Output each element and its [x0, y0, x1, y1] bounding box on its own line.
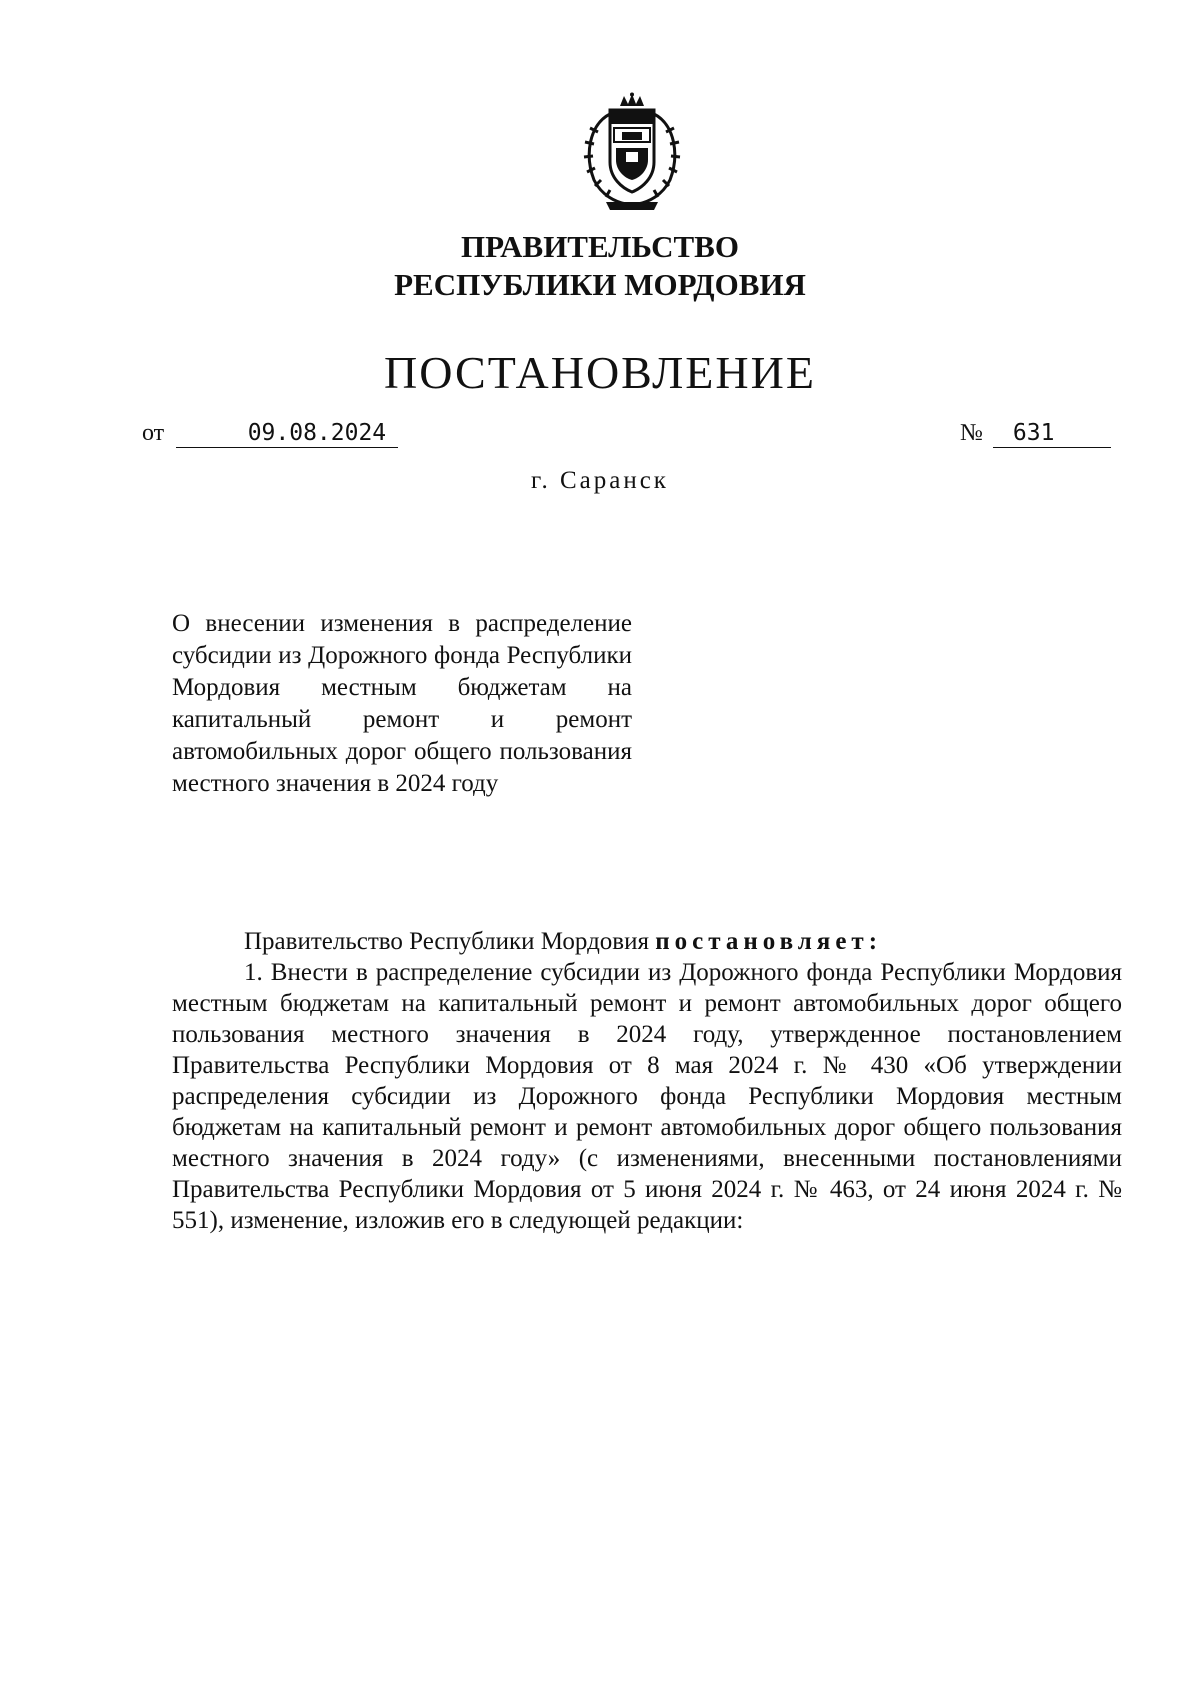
- number-field: [960, 420, 1111, 448]
- date-value: 09.08.2024: [176, 422, 398, 448]
- document-body: [172, 926, 1122, 1236]
- government-name-line-1: ПРАВИТЕЛЬСТВО: [461, 229, 739, 264]
- coat-of-arms-emblem: [580, 92, 684, 212]
- number-prefix: №: [960, 420, 983, 446]
- government-name-line-2: РЕСПУБЛИКИ МОРДОВИЯ: [394, 267, 806, 302]
- preamble-paragraph: [172, 926, 1122, 957]
- item-1-paragraph: 1. Внести в распределение субсидии из Дорожного фонда Республики Мордовия местным бюджетам на капитальный ремонт и ремонт автомобильных дорог общего пользования местного значения в 2024 году, утвержденное постановлением Правительства Республики Мордовия от 8 мая 2024 г. № 430 «Об утверждении распределения субсидии из Дорожного фонда Республики Мордовия местным бюджетам на капитальный ремонт и ремонт автомобильных дорог общего пользования местного значения в 2024 году» (с изменениями, внесенными постановлениями Правительства Республики Мордовия от 5 июня 2024 г. № 463, от 24 июня 2024 г. № 551), изменение, изложив его в следующей редакции:: [172, 959, 1122, 1234]
- preamble-resolves: постановляет:: [655, 928, 883, 955]
- document-subject: О внесении изменения в распределение субсидии из Дорожного фонда Республики Мордовия местным бюджетам на капитальный ремонт и ремонт автомобильных дорог общего пользования местного значения в 2024 году: [172, 610, 632, 797]
- document-type-title: ПОСТАНОВЛЕНИЕ: [384, 347, 816, 398]
- number-value: 631: [993, 422, 1111, 448]
- city-line: г. Саранск: [531, 467, 669, 494]
- date-prefix: от: [142, 420, 165, 446]
- preamble-text: Правительство Республики Мордовия: [244, 928, 649, 955]
- date-field: [142, 420, 398, 448]
- government-name: [0, 228, 1200, 304]
